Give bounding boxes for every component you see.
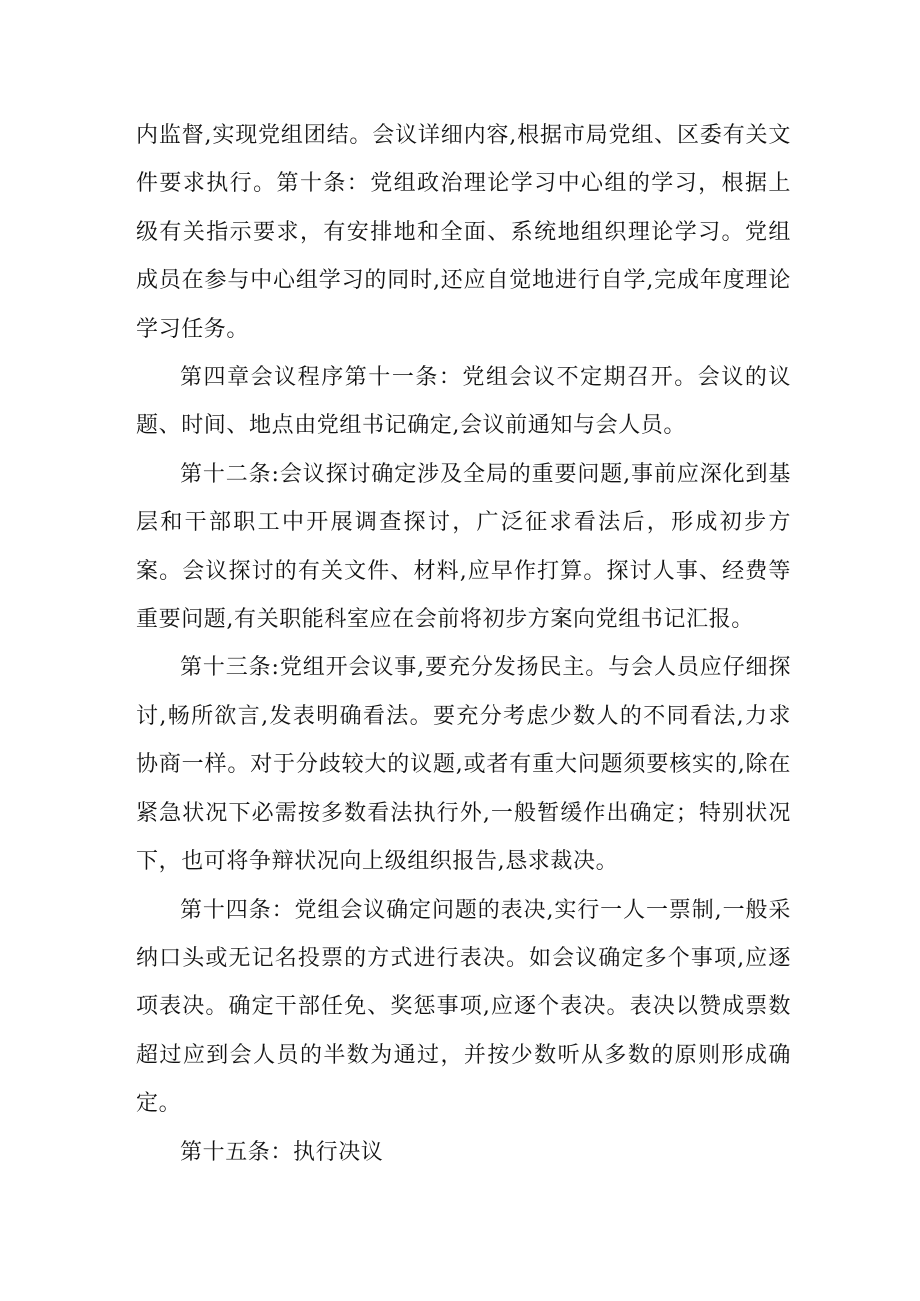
paragraph-article-14: 第十四条：党组会议确定问题的表决,实行一人一票制,一般采纳口头或无记名投票的方式进行表决。如会议确定多个事项,应逐项表决。确定干部任免、奖惩事项,应逐个表决。表决以赞成票数超过应到会人员的半数为通过，并按少数听从多数的原则形成确定。 [136, 897, 791, 1117]
document-page [136, 112, 791, 1177]
paragraph-continuation: 内监督,实现党组团结。会议详细内容,根据市局党组、区委有关文件要求执行。第十条：党组政治理论学习中心组的学习，根据上级有关指示要求，有安排地和全面、系统地组织理论学习。党组成员在参与中心组学习的同时,还应自觉地进行自学,完成年度理论学习任务。 [136, 123, 791, 342]
paragraph-article-15: 第十五条：执行决议 [180, 1139, 384, 1165]
paragraph-article-12: 第十二条:会议探讨确定涉及全局的重要问题,事前应深化到基层和干部职工中开展调查探讨，广泛征求看法后，形成初步方案。会议探讨的有关文件、材料,应早作打算。探讨人事、经费等重要问题,有关职能科室应在会前将初步方案向党组书记汇报。 [136, 461, 791, 633]
paragraph-chapter-4-article-11: 第四章会议程序第十一条：党组会议不定期召开。会议的议题、时间、地点由党组书记确定,会议前通知与会人员。 [136, 365, 791, 439]
paragraph-article-13: 第十三条:党组开会议事,要充分发扬民主。与会人员应仔细探讨,畅所欲言,发表明确看法。要充分考虑少数人的不同看法,力求协商一样。对于分歧较大的议题,或者有重大问题须要核实的,除在紧急状况下必需按多数看法执行外,一般暂缓作出确定；特别状况下，也可将争辩状况向上级组织报告,恳求裁决。 [136, 655, 791, 875]
